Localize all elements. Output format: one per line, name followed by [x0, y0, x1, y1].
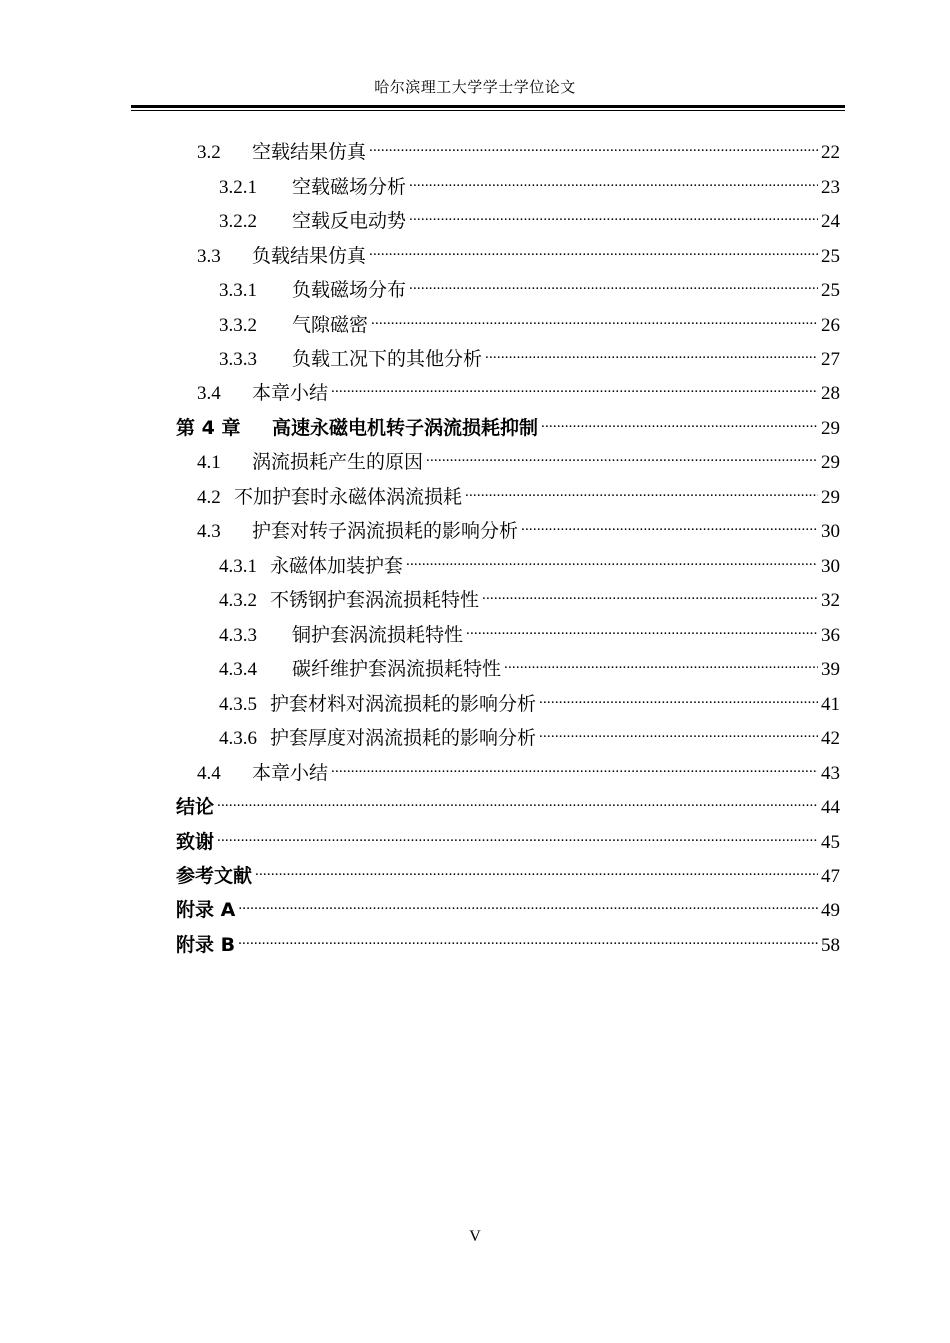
toc-title: 本章小结	[252, 382, 329, 404]
toc-leader	[369, 132, 818, 158]
toc-leader	[217, 787, 818, 813]
toc-number: 4.1	[197, 452, 221, 473]
toc-number: 4.3.6	[219, 728, 257, 749]
toc-entry-references[interactable]	[176, 856, 840, 887]
toc-number: 4.3.3	[219, 625, 257, 646]
toc-page: 44	[821, 797, 840, 818]
toc-title: 永磁体加装护套	[270, 555, 404, 577]
toc-number: 3.2	[197, 142, 221, 163]
page-number: V	[469, 1228, 481, 1245]
toc-leader	[485, 339, 818, 365]
toc-title: 铜护套涡流损耗特性	[292, 624, 464, 646]
toc-number: 3.2.2	[219, 211, 257, 232]
toc-page: 49	[821, 900, 840, 921]
toc-page: 26	[821, 315, 840, 336]
toc-entry-4-2[interactable]	[197, 477, 840, 508]
toc-number: 4.3.5	[219, 694, 257, 715]
toc-page: 25	[821, 246, 840, 267]
toc-leader	[521, 511, 818, 537]
toc-entry-appendix-b[interactable]	[176, 925, 840, 956]
toc-page: 29	[821, 418, 840, 439]
toc-entry-3-3[interactable]	[197, 236, 840, 267]
toc-number: 4.3.4	[219, 659, 257, 680]
toc-title: 不加护套时永磁体涡流损耗	[234, 486, 463, 508]
toc-leader	[238, 925, 818, 951]
toc-page: 41	[821, 694, 840, 715]
toc-page: 30	[821, 556, 840, 577]
toc-title: 负载磁场分布	[292, 279, 407, 301]
toc-page: 58	[821, 935, 840, 956]
toc-entry-3-2-1[interactable]	[219, 167, 840, 198]
toc-leader	[482, 580, 818, 606]
toc-leader	[238, 890, 818, 916]
toc-page: 22	[821, 142, 840, 163]
toc-page: 32	[821, 590, 840, 611]
toc-entry-conclusion[interactable]	[176, 787, 840, 818]
toc-title: 本章小结	[252, 762, 329, 784]
toc-title: 护套对转子涡流损耗的影响分析	[252, 520, 519, 542]
toc-leader	[371, 305, 818, 331]
toc-title: 参考文献	[176, 865, 253, 887]
toc-title: 涡流损耗产生的原因	[252, 451, 424, 473]
toc-leader	[466, 615, 818, 641]
toc-title: 结论	[176, 796, 215, 818]
toc-number: 3.3.2	[219, 315, 257, 336]
toc-leader	[409, 201, 818, 227]
toc-entry-4-3-4[interactable]	[219, 649, 840, 680]
toc-entry-3-2-2[interactable]	[219, 201, 840, 232]
toc-title: 附录 A	[176, 899, 236, 921]
toc-entry-3-4[interactable]	[197, 373, 840, 404]
toc-entry-3-2[interactable]	[197, 132, 840, 163]
toc-entry-3-3-2[interactable]	[219, 305, 840, 336]
toc-title: 致谢	[176, 831, 215, 853]
toc-page: 25	[821, 280, 840, 301]
toc-entry-3-3-1[interactable]	[219, 270, 840, 301]
toc-number: 3.3.3	[219, 349, 257, 370]
toc-page: 30	[821, 521, 840, 542]
toc-entry-4-3-1[interactable]	[219, 546, 840, 577]
toc-number: 4.3	[197, 521, 221, 542]
toc-entry-4-3-6[interactable]	[219, 718, 840, 749]
toc-entry-appendix-a[interactable]	[176, 890, 840, 921]
toc-title: 空载反电动势	[292, 210, 407, 232]
toc-number: 4.4	[197, 763, 221, 784]
toc-entry-chapter-4[interactable]	[176, 408, 840, 439]
toc-leader	[539, 684, 818, 710]
toc-title: 负载结果仿真	[252, 245, 367, 267]
toc-entry-acknowledgements[interactable]	[176, 822, 840, 853]
toc-title: 附录 B	[176, 934, 236, 956]
toc-number: 4.3.1	[219, 556, 257, 577]
toc-entry-4-3-3[interactable]	[219, 615, 840, 646]
toc-number: 第 4 章	[176, 417, 241, 439]
toc-page: 43	[821, 763, 840, 784]
toc-title: 负载工况下的其他分析	[292, 348, 483, 370]
toc-page: 42	[821, 728, 840, 749]
toc-page: 36	[821, 625, 840, 646]
toc-title: 护套厚度对涡流损耗的影响分析	[270, 727, 537, 749]
toc-leader	[504, 649, 818, 675]
toc-page: 45	[821, 832, 840, 853]
toc-entry-3-3-3[interactable]	[219, 339, 840, 370]
toc-page: 27	[821, 349, 840, 370]
running-header: 哈尔滨理工大学学士学位论文	[374, 78, 576, 96]
toc-leader	[465, 477, 818, 503]
toc-page: 24	[821, 211, 840, 232]
toc-page: 28	[821, 383, 840, 404]
toc-leader	[255, 856, 818, 882]
toc-title: 气隙磁密	[292, 314, 369, 336]
toc-title: 护套材料对涡流损耗的影响分析	[270, 693, 537, 715]
toc-leader	[217, 822, 818, 848]
toc-leader	[409, 270, 818, 296]
toc-page: 29	[821, 452, 840, 473]
toc-number: 3.3	[197, 246, 221, 267]
toc-title: 高速永磁电机转子涡流损耗抑制	[272, 417, 539, 439]
toc-number: 3.3.1	[219, 280, 257, 301]
toc-entry-4-3-5[interactable]	[219, 684, 840, 715]
toc-title: 碳纤维护套涡流损耗特性	[292, 658, 502, 680]
toc-page: 23	[821, 177, 840, 198]
toc-leader	[541, 408, 818, 434]
toc-entry-4-4[interactable]	[197, 753, 840, 784]
toc-page: 47	[821, 866, 840, 887]
toc-leader	[409, 167, 818, 193]
toc-page: 39	[821, 659, 840, 680]
toc-number: 3.2.1	[219, 177, 257, 198]
toc-leader	[406, 546, 818, 572]
toc-number: 3.4	[197, 383, 221, 404]
toc-leader	[369, 236, 818, 262]
toc-title: 不锈钢护套涡流损耗特性	[270, 589, 480, 611]
toc-leader	[331, 753, 818, 779]
toc-page: 29	[821, 487, 840, 508]
toc-title: 空载磁场分析	[292, 176, 407, 198]
toc-number: 4.2	[197, 487, 221, 508]
toc-leader	[331, 373, 818, 399]
toc-title: 空载结果仿真	[252, 141, 367, 163]
toc-entry-4-3[interactable]	[197, 511, 840, 542]
toc-entry-4-3-2[interactable]	[219, 580, 840, 611]
toc-leader	[539, 718, 818, 744]
toc-entry-4-1[interactable]	[197, 442, 840, 473]
toc-leader	[426, 442, 818, 468]
toc-number: 4.3.2	[219, 590, 257, 611]
